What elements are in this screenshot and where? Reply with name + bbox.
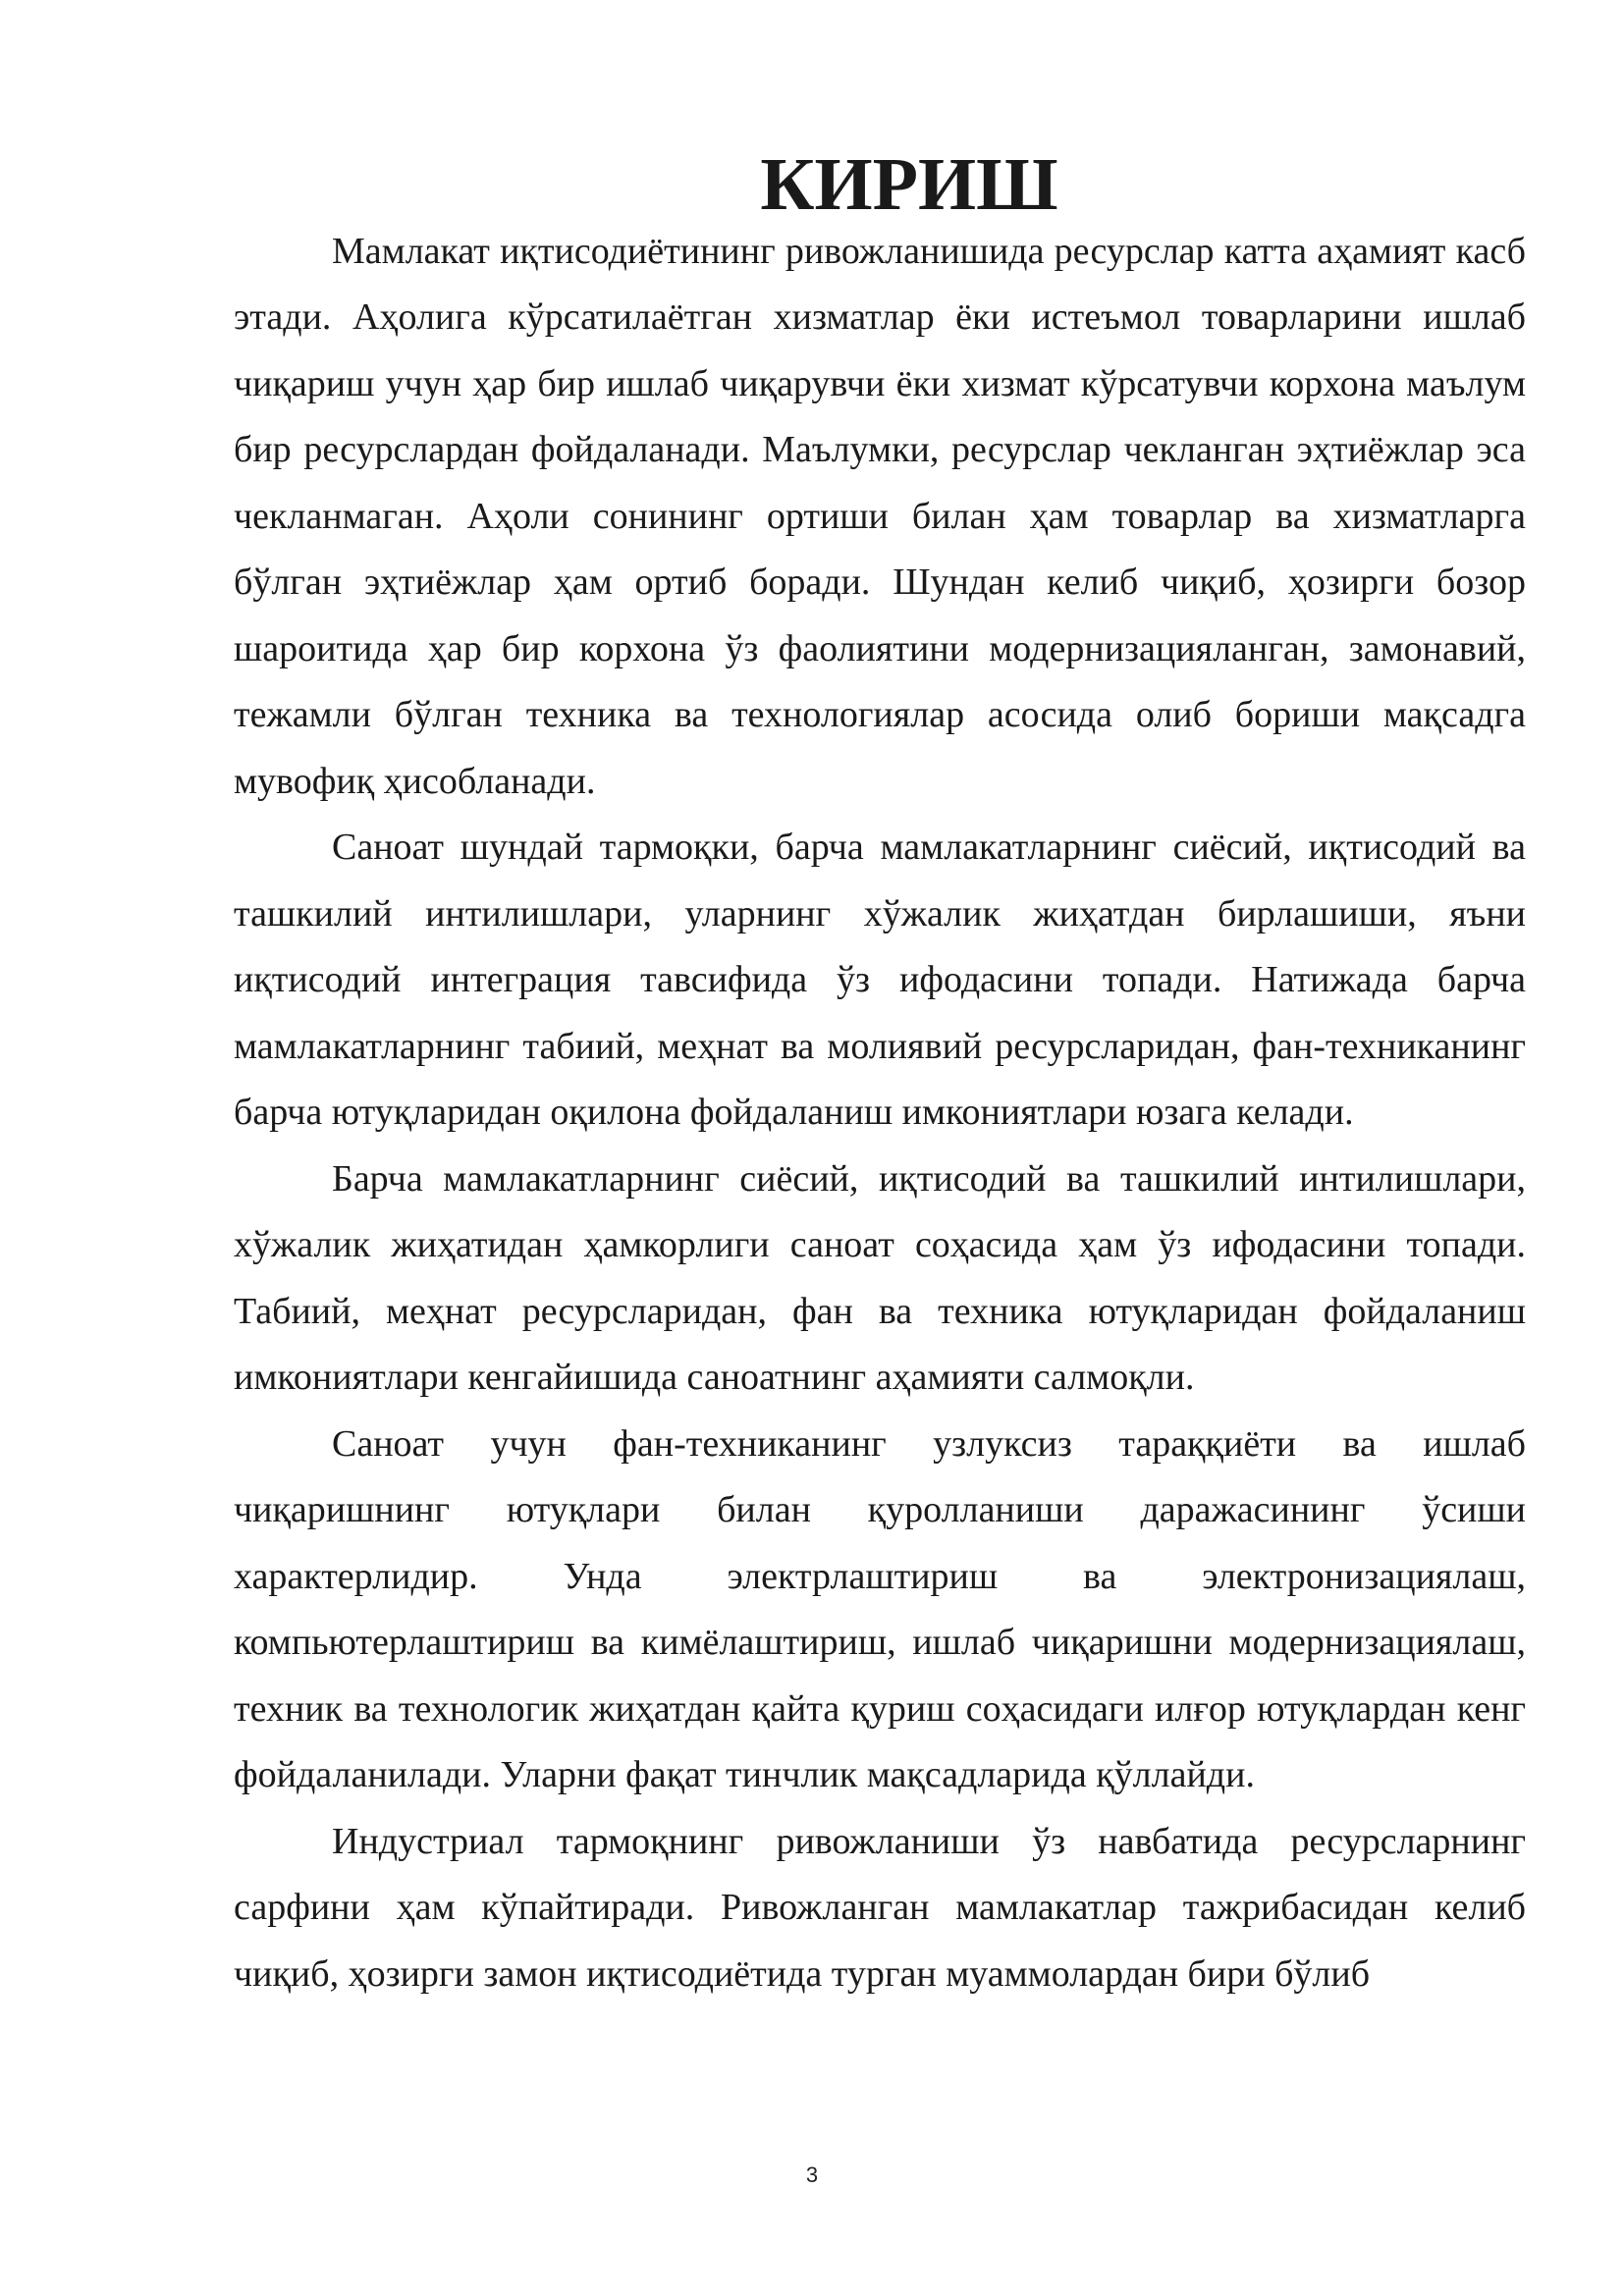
- paragraph-3: Барча мамлакатларнинг сиёсий, иқтисодий ва ташкилий интилишлари, хўжалик жиҳатидан ҳамкорлиги саноат соҳасида ҳам ўз ифодасини топади. Табиий, меҳнат ресурсларидан, фан ва техника ютуқларидан фойдаланиш имкониятлари кенгайишида саноатнинг аҳамияти салмоқли.: [234, 1157, 1526, 1398]
- paragraph-4: Саноат учун фан-техниканинг узлуксиз тараққиёти ва ишлаб чиқаришнинг ютуқлари билан қуролланиши даражасининг ўсиши характерлидир. Унда электрлаштириш ва электронизациялаш, компьютерлаштириш ва кимёлаштириш, ишлаб чиқаришни модернизациялаш, техник ва технологик жиҳатдан қайта қуриш соҳасидаги илғор ютуқлардан кенг фойдаланилади. Уларни фақат тинчлик мақсадларида қўллайди.: [234, 1422, 1526, 1795]
- page-number: 3: [805, 2163, 819, 2187]
- paragraph-2: Саноат шундай тармоқки, барча мамлакатларнинг сиёсий, иқтисодий ва ташкилий интилишлари, уларнинг хўжалик жиҳатдан бирлашиши, яъни иқтисодий интеграция тавсифида ўз ифодасини топади. Натижада барча мамлакатларнинг табиий, меҳнат ва молиявий ресурсларидан, фан-техниканинг барча ютуқларидан оқилона фойдаланиш имкониятлари юзага келади.: [234, 827, 1526, 1133]
- paragraph-1: Мамлакат иқтисодиётининг ривожланишида ресурслар катта аҳамият касб этади. Аҳолига кўрсатилаётган хизматлар ёки истеъмол товарларини ишлаб чиқариш учун ҳар бир ишлаб чиқарувчи ёки хизмат кўрсатувчи корхона маълум бир ресурслардан фойдаланади. Маълумки, ресурслар чекланган эҳтиёжлар эса чекланмаган. Аҳоли сонининг ортиши билан ҳам товарлар ва хизматларга бўлган эҳтиёжлар ҳам ортиб боради. Шундан келиб чиқиб, ҳозирги бозор шароитида ҳар бир корхона ўз фаолиятини модернизацияланган, замонавий, тежамли бўлган техника ва технологиялар асосида олиб бориши мақсадга мувофиқ ҳисобланади.: [234, 230, 1526, 802]
- section-title: КИРИШ: [760, 143, 1058, 226]
- paragraph-5: Индустриал тармоқнинг ривожланиши ўз навбатида ресурсларнинг сарфини ҳам кўпайтиради. Ривожланган мамлакатлар тажрибасидан келиб чиқиб, ҳозирги замон иқтисодиётида турган муаммолардан бири бўлиб: [234, 1820, 1526, 1995]
- page-body: [234, 143, 1526, 2007]
